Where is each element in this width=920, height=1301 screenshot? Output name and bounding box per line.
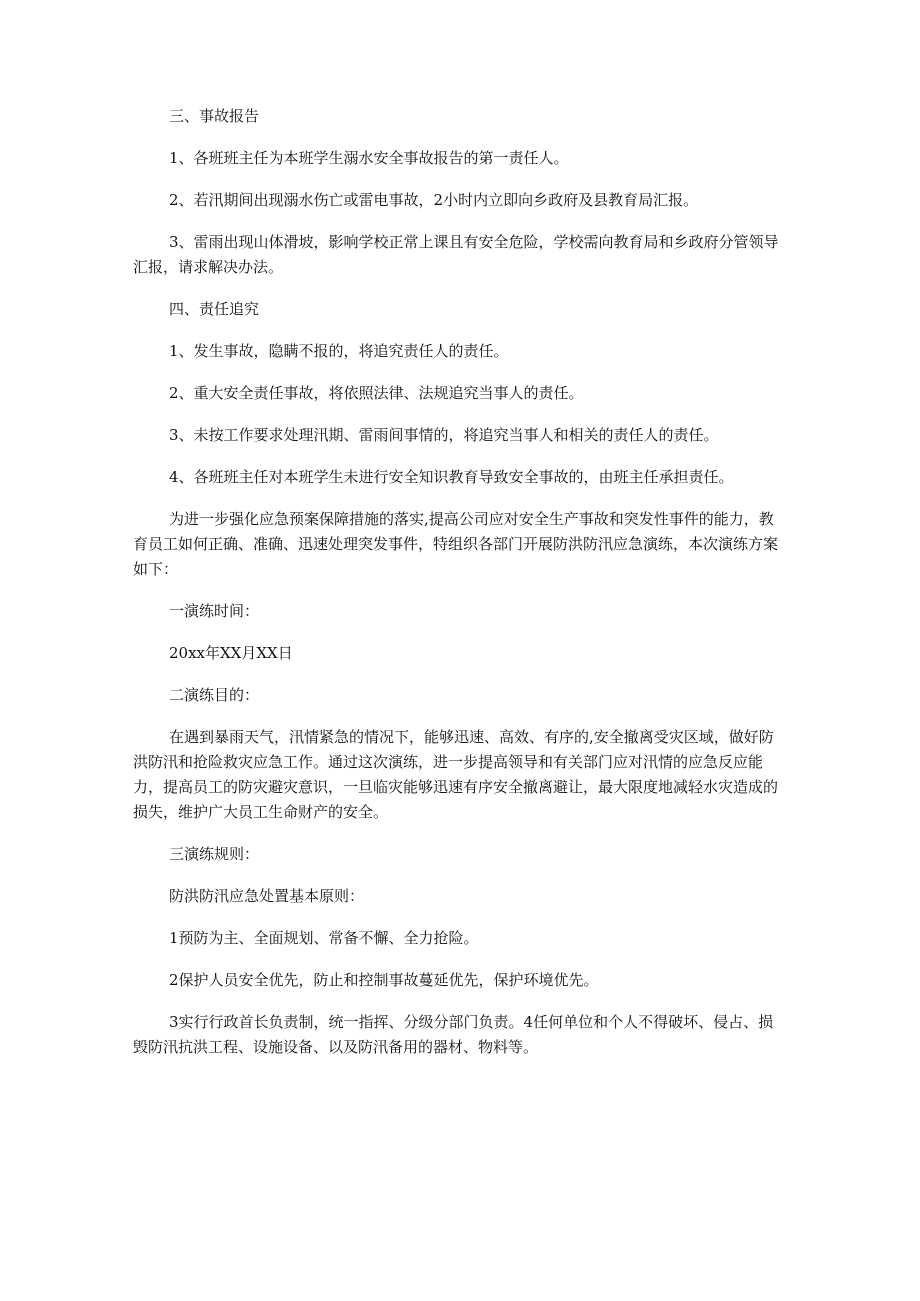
paragraph-item: 3实行行政首长负责制，统一指挥、分级分部门负责。4任何单位和个人不得破坏、侵占、损毁防汛抗洪工程、设施设备、以及防汛备用的器材、物料等。 [133,1013,774,1056]
paragraph-item: 2、若汛期间出现溺水伤亡或雷电事故，2小时内立即向乡政府及县教育局汇报。 [169,191,699,209]
paragraph-item: 在遇到暴雨天气，汛情紧急的情况下，能够迅速、高效、有序的,安全撤离受灾区域，做好防洪防汛和抢险救灾应急工作。通过这次演练，进一步提高领导和有关部门应对汛情的应急反应能力，提高员工的防灾避灾意识，一旦临灾能够迅速有序安全撤离避让，最大限度地减轻水灾造成的损失，维护广大员工生命财产的安全。 [133,728,779,821]
paragraph-item: 1、各班班主任为本班学生溺水安全事故报告的第一责任人。 [169,149,569,167]
paragraph-item: 2保护人员安全优先，防止和控制事故蔓延优先，保护环境优先。 [169,971,599,989]
section-heading-responsibility: 四、责任追究 [169,300,260,318]
paragraph-item: 4、各班班主任对本班学生未进行安全知识教育导致安全事故的，由班主任承担责任。 [169,468,734,486]
paragraph-item: 2、重大安全责任事故，将依照法律、法规追究当事人的责任。 [169,384,584,402]
paragraph-item: 3、雷雨出现山体滑坡，影响学校正常上课且有安全危险，学校需向教育局和乡政府分管领导汇报，请求解决办法。 [133,233,779,276]
section-heading-drill-purpose: 二演练目的： [169,686,260,704]
document-body [133,104,783,1077]
paragraph-item: 1、发生事故，隐瞒不报的，将追究责任人的责任。 [169,342,509,360]
section-heading-drill-time: 一演练时间： [169,602,260,620]
drill-date: 20xx年XX月XX日 [169,644,293,662]
paragraph-item: 为进一步强化应急预案保障措施的落实,提高公司应对安全生产事故和突发性事件的能力，教育员工如何正确、准确、迅速处理突发事件，特组织各部门开展防洪防汛应急演练，本次演练方案如下： [133,510,779,578]
section-heading-drill-rules: 三演练规则： [169,845,260,863]
paragraph-item: 1预防为主、全面规划、常备不懈、全力抢险。 [169,929,479,947]
paragraph-item: 防洪防汛应急处置基本原则： [169,887,365,905]
paragraph-item: 3、未按工作要求处理汛期、雷雨间事情的，将追究当事人和相关的责任人的责任。 [169,426,719,444]
section-heading-accident-report: 三、事故报告 [169,107,260,125]
